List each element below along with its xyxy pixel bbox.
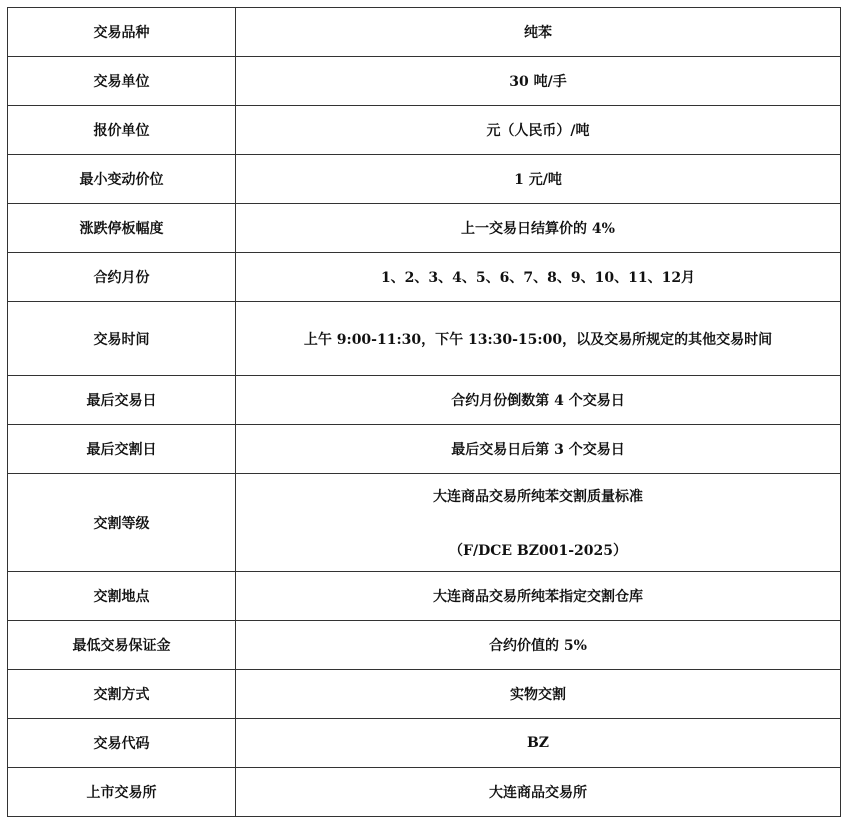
row-value: 30 吨/手 bbox=[236, 57, 841, 106]
row-label: 交易品种 bbox=[8, 8, 236, 57]
row-value: 1 元/吨 bbox=[236, 155, 841, 204]
row-label: 交割地点 bbox=[8, 572, 236, 621]
table-row bbox=[8, 425, 841, 474]
row-value: 上午 9:00-11:30，下午 13:30-15:00，以及交易所规定的其他交易时间 bbox=[236, 302, 841, 376]
row-label: 最后交割日 bbox=[8, 425, 236, 474]
row-value: 大连商品交易所 bbox=[236, 768, 841, 817]
row-value: 纯苯 bbox=[236, 8, 841, 57]
row-value-line: （F/DCE BZ001-2025） bbox=[449, 542, 627, 559]
row-value: 合约月份倒数第 4 个交易日 bbox=[236, 376, 841, 425]
table-row bbox=[8, 302, 841, 376]
table-row bbox=[8, 474, 841, 572]
table-row bbox=[8, 572, 841, 621]
table-row bbox=[8, 253, 841, 302]
table-row bbox=[8, 106, 841, 155]
row-value: 实物交割 bbox=[236, 670, 841, 719]
row-label: 交割方式 bbox=[8, 670, 236, 719]
row-value-line: 大连商品交易所纯苯交割质量标准 bbox=[433, 488, 643, 505]
row-label: 交割等级 bbox=[8, 474, 236, 572]
row-value: 1、2、3、4、5、6、7、8、9、10、11、12月 bbox=[236, 253, 841, 302]
row-label: 上市交易所 bbox=[8, 768, 236, 817]
row-value: 元（人民币）/吨 bbox=[236, 106, 841, 155]
table-row bbox=[8, 670, 841, 719]
row-value: 合约价值的 5% bbox=[236, 621, 841, 670]
table-row bbox=[8, 376, 841, 425]
table-row bbox=[8, 155, 841, 204]
row-label: 交易代码 bbox=[8, 719, 236, 768]
row-label: 最低交易保证金 bbox=[8, 621, 236, 670]
row-label: 交易时间 bbox=[8, 302, 236, 376]
row-value: 最后交易日后第 3 个交易日 bbox=[236, 425, 841, 474]
table-row bbox=[8, 621, 841, 670]
row-value: 上一交易日结算价的 4% bbox=[236, 204, 841, 253]
row-label: 报价单位 bbox=[8, 106, 236, 155]
row-label: 最小变动价位 bbox=[8, 155, 236, 204]
row-label: 最后交易日 bbox=[8, 376, 236, 425]
row-label: 涨跌停板幅度 bbox=[8, 204, 236, 253]
row-value: 大连商品交易所纯苯指定交割仓库 bbox=[236, 572, 841, 621]
row-label: 合约月份 bbox=[8, 253, 236, 302]
row-value bbox=[236, 474, 841, 572]
table-row bbox=[8, 8, 841, 57]
table-row bbox=[8, 204, 841, 253]
table-row bbox=[8, 57, 841, 106]
row-label: 交易单位 bbox=[8, 57, 236, 106]
table-row bbox=[8, 768, 841, 817]
contract-spec-table bbox=[7, 7, 841, 817]
table-row bbox=[8, 719, 841, 768]
row-value: BZ bbox=[236, 719, 841, 768]
